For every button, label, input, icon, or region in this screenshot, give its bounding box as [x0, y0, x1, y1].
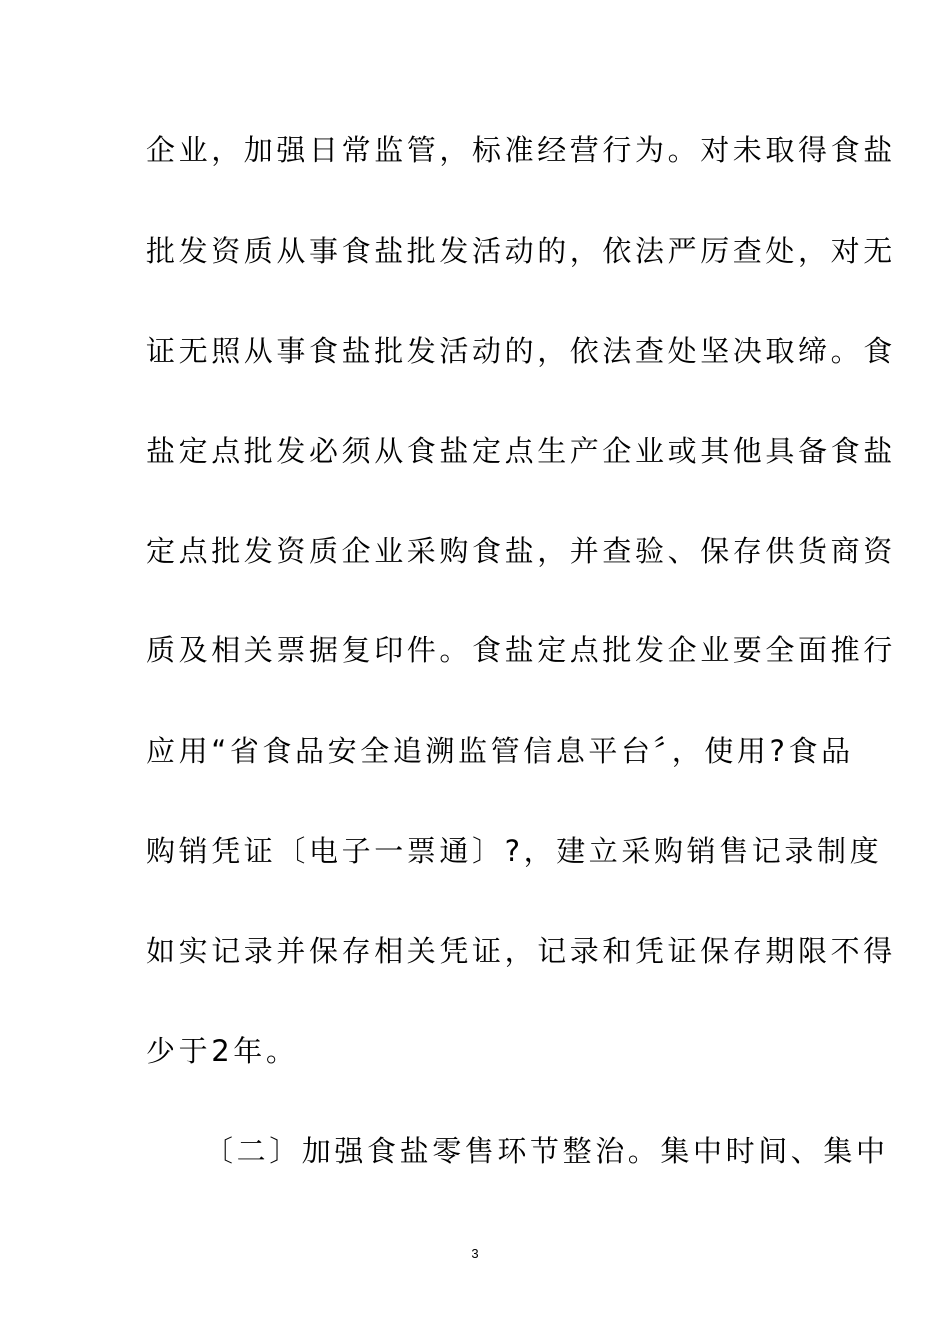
- section-heading-line: 〔二〕加强食盐零售环节整治。集中时间、集中: [204, 1134, 889, 1168]
- body-text-line: 购销凭证〔电子一票通〕?，建立采购销售记录制度: [146, 834, 883, 868]
- body-text-line: 应用“省食品安全追溯监管信息平台〞，使用?食品: [146, 734, 854, 768]
- body-text-line: 批发资质从事食盐批发活动的，依法严厉查处，对无: [146, 234, 896, 268]
- page-number: 3: [471, 1246, 479, 1261]
- body-text-line: 企业，加强日常监管，标准经营行为。对未取得食盐: [146, 133, 896, 167]
- body-text-line: 少于2年。: [146, 1034, 299, 1068]
- body-text-line: 质及相关票据复印件。食盐定点批发企业要全面推行: [146, 633, 896, 667]
- body-text-line: 证无照从事食盐批发活动的，依法查处坚决取缔。食: [146, 334, 896, 368]
- body-text-line: 盐定点批发必须从食盐定点生产企业或其他具备食盐: [146, 434, 896, 468]
- body-text-line: 如实记录并保存相关凭证，记录和凭证保存期限不得: [146, 934, 896, 968]
- body-text-line: 定点批发资质企业采购食盐，并查验、保存供货商资: [146, 534, 896, 568]
